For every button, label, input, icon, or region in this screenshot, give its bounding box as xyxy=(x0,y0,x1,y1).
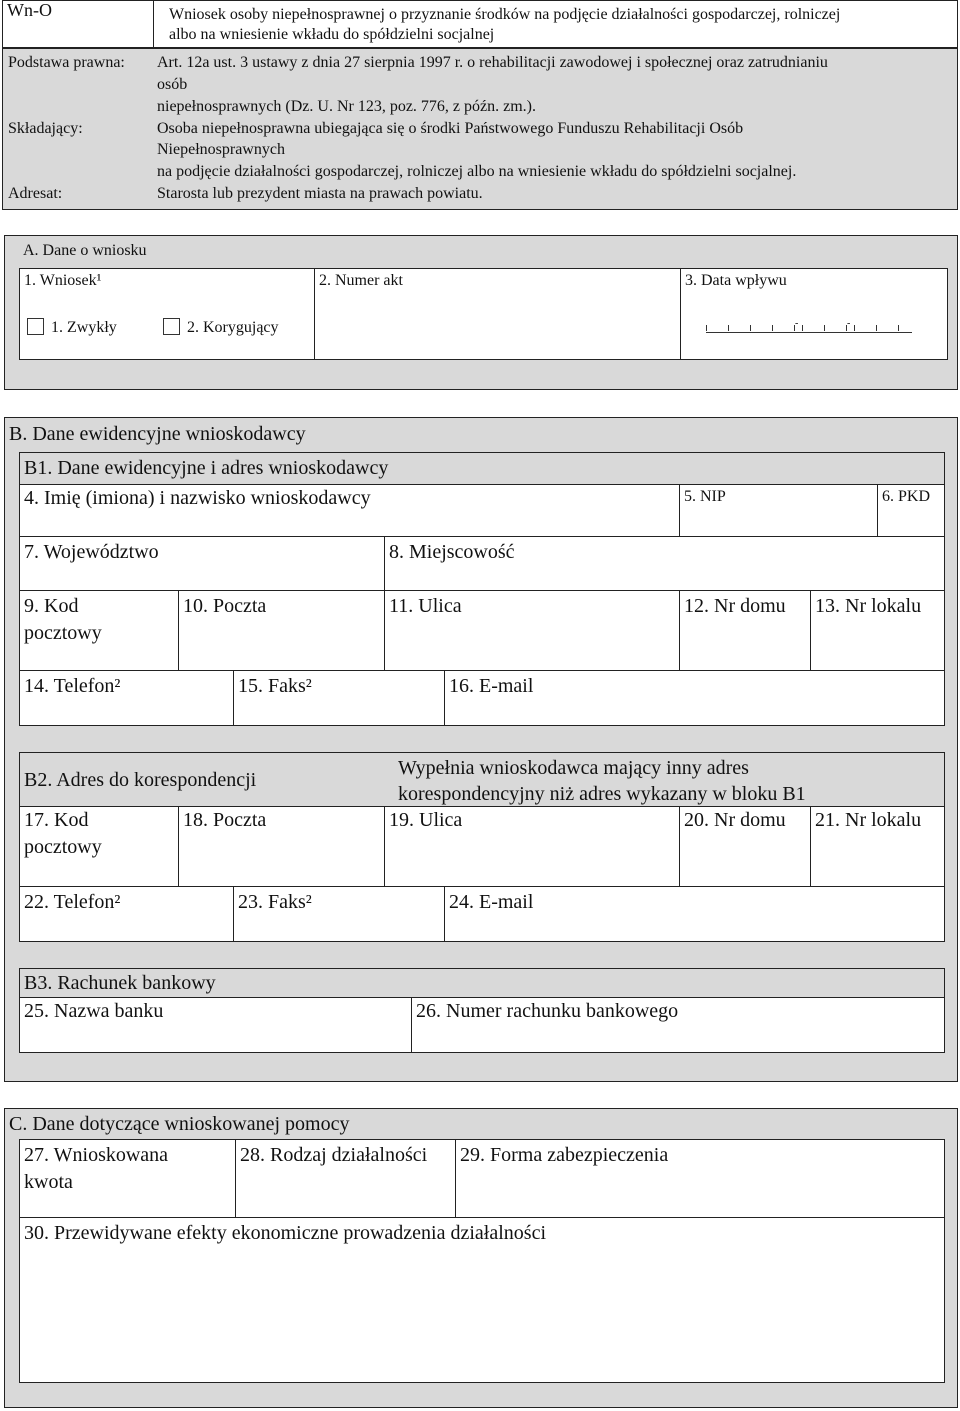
field-6-box[interactable] xyxy=(877,484,945,538)
field-3-label: 3. Data wpływu xyxy=(685,272,787,289)
b2-note-line2: korespondencyjny niż adres wykazany w bloku B1 xyxy=(398,783,806,805)
field-23-label: 23. Faks² xyxy=(238,891,312,913)
field-27-label-line2: kwota xyxy=(24,1171,73,1193)
field-27-label-line1: 27. Wnioskowana xyxy=(24,1144,169,1166)
field-19-label: 19. Ulica xyxy=(389,809,463,831)
field-30-box[interactable] xyxy=(19,1217,945,1383)
field-28-label: 28. Rodzaj działalności xyxy=(240,1144,428,1166)
field-26-box[interactable] xyxy=(411,997,945,1053)
field-1-box xyxy=(19,268,316,360)
field-22-label: 22. Telefon² xyxy=(24,891,121,913)
b2-title: B2. Adres do korespondencji xyxy=(24,769,257,791)
b2-note-line1: Wypełnia wnioskodawca mający inny adres xyxy=(398,757,749,779)
field-4-box[interactable] xyxy=(19,484,681,538)
form-header xyxy=(2,0,958,48)
field-9-box[interactable] xyxy=(19,590,180,672)
field-18-box[interactable] xyxy=(178,806,386,888)
section-a-title: A. Dane o wniosku xyxy=(23,242,147,259)
field-14-label: 14. Telefon² xyxy=(24,675,121,697)
field-15-label: 15. Faks² xyxy=(238,675,312,697)
field-25-label: 25. Nazwa banku xyxy=(24,1000,164,1022)
field-21-box[interactable] xyxy=(810,806,945,888)
field-1-label: 1. Wniosek¹ xyxy=(24,272,102,289)
legal-basis-label: Podstawa prawna: xyxy=(8,54,125,71)
field-5-label: 5. NIP xyxy=(684,488,726,505)
submitter-line1: Osoba niepełnosprawna ubiegająca się o środki Państwowego Funduszu Rehabilitacji Osób xyxy=(157,120,744,137)
field-6-label: 6. PKD xyxy=(882,488,931,505)
field-9-label-line1: 9. Kod xyxy=(24,595,79,617)
submitter-line2: Niepełnosprawnych xyxy=(157,141,285,158)
addressee-value: Starosta lub prezydent miasta na prawach powiatu. xyxy=(157,185,483,202)
field-24-label: 24. E-mail xyxy=(449,891,534,913)
option-regular-label: 1. Zwykły xyxy=(51,319,117,336)
field-8-box[interactable] xyxy=(384,536,945,592)
field-23-box[interactable] xyxy=(233,886,446,942)
field-2-box[interactable] xyxy=(314,268,682,360)
field-16-box[interactable] xyxy=(444,670,945,726)
field-4-label: 4. Imię (imiona) i nazwisko wnioskodawcy xyxy=(24,487,371,509)
field-25-box[interactable] xyxy=(19,997,413,1053)
field-27-box[interactable] xyxy=(19,1139,237,1219)
field-29-label: 29. Forma zabezpieczenia xyxy=(460,1144,669,1166)
field-7-box[interactable] xyxy=(19,536,386,592)
submitter-line3: na podjęcie działalności gospodarczej, rolniczej albo na wniesienie wkładu do spółdzielni socjalnej. xyxy=(157,163,797,180)
field-19-box[interactable] xyxy=(384,806,681,888)
field-26-label: 26. Numer rachunku bankowego xyxy=(416,1000,679,1022)
legal-basis-line1: Art. 12a ust. 3 ustawy z dnia 27 sierpnia 1997 r. o rehabilitacji zawodowej i społecznej oraz zatrudnianiu xyxy=(157,54,828,71)
field-22-box[interactable] xyxy=(19,886,235,942)
field-10-label: 10. Poczta xyxy=(183,595,267,617)
legal-basis-line3: niepełnosprawnych (Dz. U. Nr 123, poz. 776, z późn. zm.). xyxy=(157,98,537,115)
field-30-label: 30. Przewidywane efekty ekonomiczne prowadzenia działalności xyxy=(24,1222,547,1244)
field-17-label-line1: 17. Kod xyxy=(24,809,89,831)
field-17-box[interactable] xyxy=(19,806,180,888)
form-title-line1: Wniosek osoby niepełnosprawnej o przyznanie środków na podjęcie działalności gospodarczej, rolniczej xyxy=(169,6,841,23)
date-entry-field[interactable]: - - xyxy=(706,325,912,333)
info-box xyxy=(2,48,958,210)
submitter-label: Składający: xyxy=(8,120,83,137)
field-2-label: 2. Numer akt xyxy=(319,272,403,289)
b1-title: B1. Dane ewidencyjne i adres wnioskodawcy xyxy=(24,457,389,479)
option-corrective-checkbox[interactable] xyxy=(163,318,180,335)
field-18-label: 18. Poczta xyxy=(183,809,267,831)
field-29-box[interactable] xyxy=(455,1139,945,1219)
section-b-title: B. Dane ewidencyjne wnioskodawcy xyxy=(9,423,306,445)
field-16-label: 16. E-mail xyxy=(449,675,534,697)
section-c-title: C. Dane dotyczące wnioskowanej pomocy xyxy=(9,1113,350,1135)
field-8-label: 8. Miejscowość xyxy=(389,541,515,563)
option-regular-checkbox[interactable] xyxy=(27,318,44,335)
b3-title: B3. Rachunek bankowy xyxy=(24,972,216,994)
b3-title-box xyxy=(19,968,945,999)
field-5-box[interactable] xyxy=(679,484,879,538)
legal-basis-line2: osób xyxy=(157,76,188,93)
field-17-label-line2: pocztowy xyxy=(24,836,102,858)
section-c xyxy=(4,1108,958,1408)
field-15-box[interactable] xyxy=(233,670,446,726)
field-13-box[interactable] xyxy=(810,590,945,672)
field-21-label: 21. Nr lokalu xyxy=(815,809,922,831)
field-20-label: 20. Nr domu xyxy=(684,809,786,831)
field-11-label: 11. Ulica xyxy=(389,595,462,617)
form-title-line2: albo na wniesienie wkładu do spółdzielni socjalnej xyxy=(169,26,495,43)
field-3-box xyxy=(680,268,948,360)
form-code: Wn-O xyxy=(7,0,52,20)
field-12-box[interactable] xyxy=(679,590,812,672)
field-14-box[interactable] xyxy=(19,670,235,726)
field-10-box[interactable] xyxy=(178,590,386,672)
field-9-label-line2: pocztowy xyxy=(24,622,102,644)
section-b xyxy=(4,417,958,1082)
field-20-box[interactable] xyxy=(679,806,812,888)
field-28-box[interactable] xyxy=(235,1139,457,1219)
field-11-box[interactable] xyxy=(384,590,681,672)
addressee-label: Adresat: xyxy=(8,185,63,202)
b2-title-box xyxy=(19,752,945,808)
option-corrective-label: 2. Korygujący xyxy=(187,319,279,336)
section-a xyxy=(4,235,958,390)
field-7-label: 7. Województwo xyxy=(24,541,159,563)
field-12-label: 12. Nr domu xyxy=(684,595,786,617)
header-divider xyxy=(153,1,154,47)
b1-title-box xyxy=(19,452,945,486)
field-24-box[interactable] xyxy=(444,886,945,942)
field-13-label: 13. Nr lokalu xyxy=(815,595,922,617)
